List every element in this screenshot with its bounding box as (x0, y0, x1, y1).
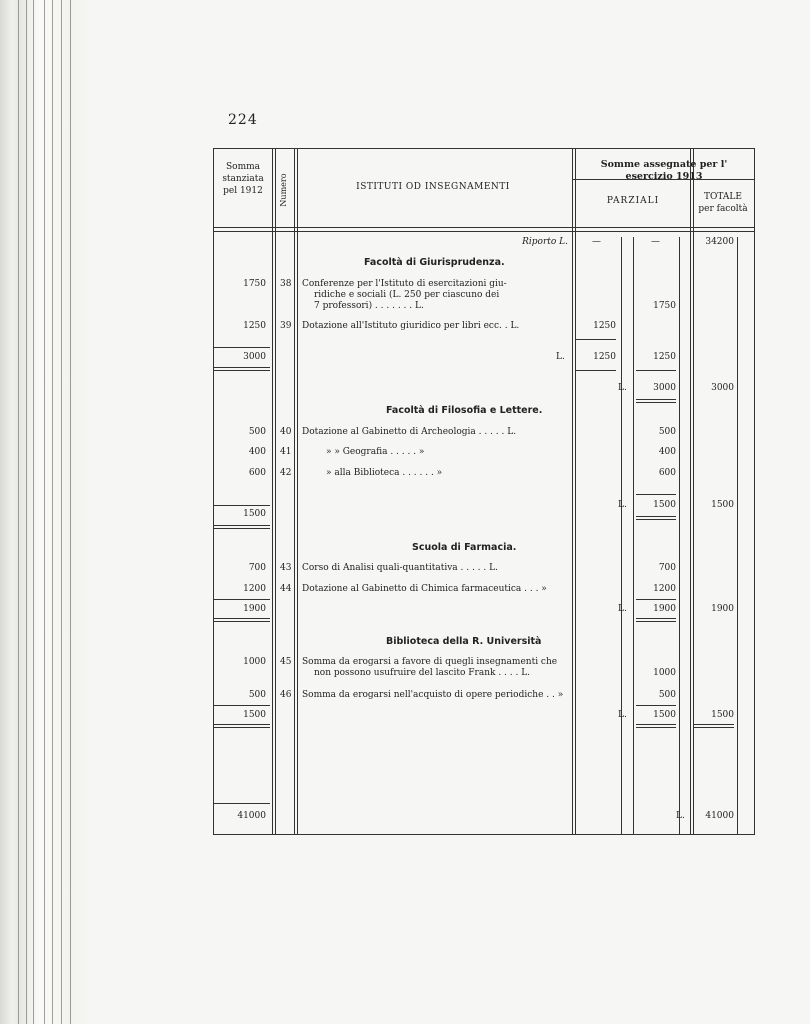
row-description: Corso di Analisi quali-quantitativa . . . . . L. (302, 563, 498, 573)
row-stanziata: 1000 (243, 657, 266, 667)
row-rule (636, 516, 676, 520)
row-description: 7 professori) . . . . . . . L. (314, 301, 424, 311)
final-parziale: 3000 (653, 383, 676, 393)
row-description: Dotazione al Gabinetto di Chimica farmaceutica . . . » (302, 584, 547, 594)
book-binding-edge (0, 0, 92, 1024)
row-rule (214, 724, 270, 728)
row-description: Somma da erogarsi nell'acquisto di opere periodiche . . » (302, 690, 564, 700)
grand-total-totale: 41000 (705, 811, 734, 821)
row-parziale: 600 (658, 468, 676, 478)
row-description: Dotazione all'Istituto giuridico per libri ecc. . L. (302, 321, 520, 331)
row-stanziata: 1750 (243, 279, 266, 289)
row-parziale: 700 (658, 563, 676, 573)
binding-line (33, 0, 34, 1024)
header-line: TOTALE (704, 192, 742, 202)
header-stanziata (214, 161, 272, 197)
final-totale: 1500 (711, 710, 734, 720)
row-rule (214, 347, 270, 348)
section-title-farmacia: Scuola di Farmacia. (412, 542, 517, 553)
row-rule (576, 339, 616, 340)
header-totale (693, 191, 753, 215)
header-line: pel 1912 (223, 186, 263, 196)
row-parziale: 500 (658, 427, 676, 437)
row-stanziata: 1200 (243, 584, 266, 594)
row-numero: 46 (280, 690, 292, 700)
column-rule (737, 237, 738, 834)
header-line: stanziata (222, 174, 264, 184)
row-numero: 42 (280, 468, 292, 478)
row-parziale: 400 (658, 447, 676, 457)
section-title-biblioteca: Biblioteca della R. Università (386, 636, 542, 647)
final-parziale: 1900 (653, 604, 676, 614)
budget-table (213, 148, 755, 835)
row-rule (636, 399, 676, 403)
row-rule (636, 724, 676, 728)
header-istituti: ISTITUTI OD INSEGNAMENTI (356, 182, 510, 192)
subtotal-parziale-2: 1250 (653, 352, 676, 362)
row-stanziata: 600 (248, 468, 266, 478)
header-line: Somma (225, 162, 261, 172)
row-rule (576, 370, 616, 371)
final-totale: 1900 (711, 604, 734, 614)
final-l: L. (618, 604, 627, 614)
final-l: L. (618, 500, 627, 510)
row-stanziata: 700 (248, 563, 266, 573)
binding-line (70, 0, 71, 1024)
row-rule (214, 231, 754, 232)
row-rule (214, 367, 270, 371)
final-stanziata: 1500 (243, 509, 266, 519)
column-rule (690, 149, 694, 834)
row-numero: 45 (280, 657, 292, 667)
row-description: non possono usufruire del lascito Frank . . . . L. (314, 668, 531, 678)
row-rule (214, 803, 270, 804)
binding-line (18, 0, 19, 1024)
row-stanziata: 500 (248, 690, 266, 700)
row-numero: 44 (280, 584, 292, 594)
final-stanziata: 1500 (243, 710, 266, 720)
subtotal-l: L. (556, 352, 565, 362)
section-title-filosofia: Facoltà di Filosofia e Lettere. (386, 405, 543, 416)
row-rule (636, 705, 676, 706)
row-parziale: 1750 (653, 301, 676, 311)
row-rule (214, 505, 270, 506)
column-rule (621, 237, 622, 834)
header-numero: Numero (279, 173, 288, 207)
column-rule (633, 237, 634, 834)
row-rule (636, 618, 676, 622)
binding-line (44, 0, 45, 1024)
column-rule (679, 237, 680, 834)
row-stanziata: 400 (248, 447, 266, 457)
final-stanziata: 1900 (243, 604, 266, 614)
row-numero: 38 (280, 279, 292, 289)
row-numero: 41 (280, 447, 292, 457)
subtotal-parziale-1: 1250 (593, 352, 616, 362)
final-parziale: 1500 (653, 500, 676, 510)
row-description: ridiche e sociali (L. 250 per ciascuno dei (314, 290, 500, 300)
row-stanziata: 500 (248, 427, 266, 437)
row-rule (214, 227, 754, 228)
row-parziale-1: 1250 (593, 321, 616, 331)
row-numero: 39 (280, 321, 292, 331)
row-rule (694, 724, 734, 728)
row-rule (636, 599, 676, 600)
row-rule (636, 370, 676, 371)
row-description: Conferenze per l'Istituto di esercitazioni giu- (302, 279, 507, 289)
final-parziale: 1500 (653, 710, 676, 720)
row-rule (214, 599, 270, 600)
row-description: Somma da erogarsi a favore di quegli insegnamenti che (302, 657, 558, 667)
row-description: Dotazione al Gabinetto di Archeologia . . . . . L. (302, 427, 517, 437)
page-number: 224 (228, 112, 258, 128)
riporto-label: Riporto L. (522, 237, 568, 247)
binding-line (61, 0, 62, 1024)
riporto-dash-1: — (592, 237, 601, 247)
row-rule (214, 705, 270, 706)
row-description: » » Geografia . . . . . » (326, 447, 425, 457)
row-parziale: 1000 (653, 668, 676, 678)
header-line: per facoltà (698, 204, 748, 214)
row-parziale: 500 (658, 690, 676, 700)
final-totale: 1500 (711, 500, 734, 510)
row-parziale: 1200 (653, 584, 676, 594)
row-description: » alla Biblioteca . . . . . . » (326, 468, 443, 478)
final-l: L. (618, 383, 627, 393)
grand-total-l: L. (676, 811, 685, 821)
column-rule (294, 149, 298, 834)
riporto-dash-2: — (651, 237, 660, 247)
row-rule (214, 618, 270, 622)
header-somme-assegnate: Somme assegnate per l' esercizio 1913 (600, 159, 728, 182)
row-numero: 40 (280, 427, 292, 437)
binding-line (26, 0, 27, 1024)
header-parziali: PARZIALI (606, 196, 660, 206)
grand-total-stanziata: 41000 (237, 811, 266, 821)
row-rule (636, 494, 676, 495)
subtotal-stanziata: 3000 (243, 352, 266, 362)
final-l: L. (618, 710, 627, 720)
column-rule (572, 149, 576, 834)
riporto-total: 34200 (705, 237, 734, 247)
column-rule (272, 149, 276, 834)
section-title-giurisprudenza: Facoltà di Giurisprudenza. (364, 257, 505, 268)
row-numero: 43 (280, 563, 292, 573)
row-rule (214, 525, 270, 529)
row-stanziata: 1250 (243, 321, 266, 331)
final-totale: 3000 (711, 383, 734, 393)
binding-line (52, 0, 53, 1024)
